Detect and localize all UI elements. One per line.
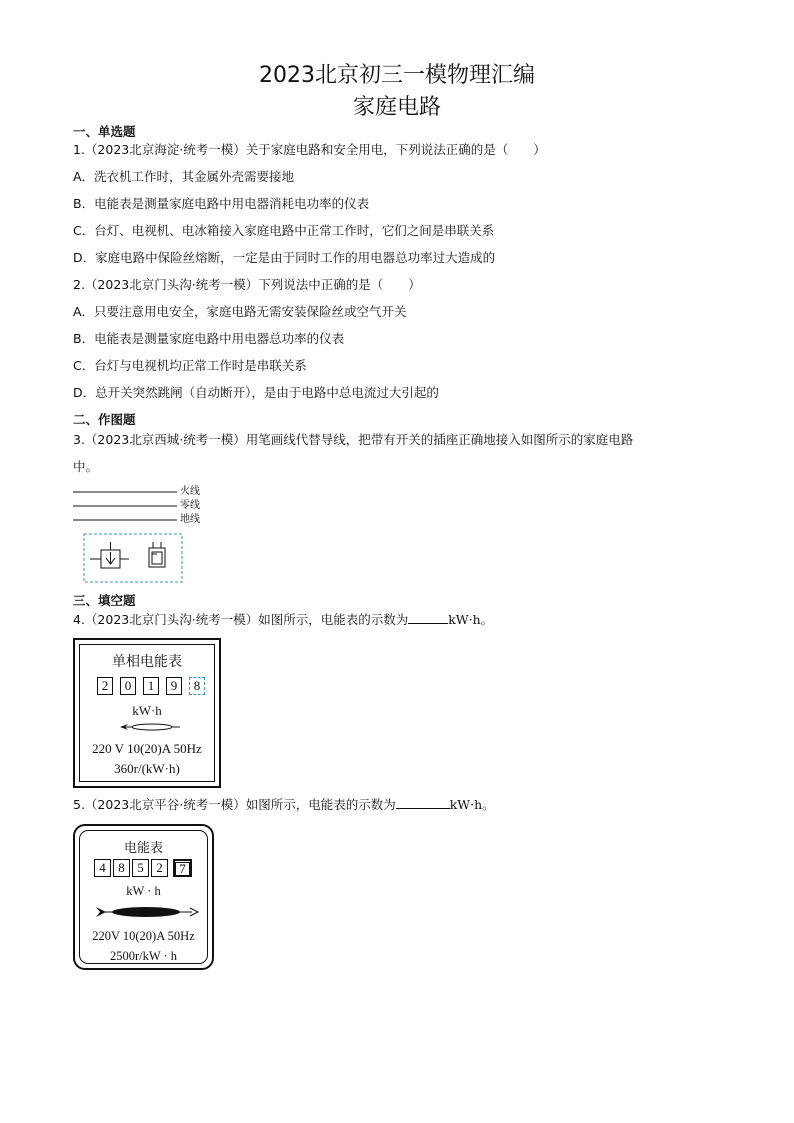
q4-answer-blank[interactable] [408, 612, 448, 624]
switch-icon [90, 542, 129, 568]
q2-option-a: A．只要注意用电安全，家庭电路无需安装保险丝或空气开关 [73, 304, 407, 319]
q4-stem [73, 612, 493, 628]
meter-spec: 220 V 10(20)A 50Hz [92, 741, 202, 756]
meter-unit: kW · h [126, 884, 161, 898]
meter-inner-frame [79, 830, 208, 964]
neutral-wire-label: 零线 [180, 500, 200, 511]
socket-icon [149, 542, 165, 567]
meter-digit: 8 [113, 859, 130, 877]
page-title: 2023北京初三一模物理汇编 [259, 63, 535, 88]
q2-stem: 2.（2023北京门头沟·统考一模）下列说法中正确的是（ ） [73, 277, 421, 292]
meter-inner-frame [79, 644, 215, 782]
meter-digit: 1 [143, 677, 159, 695]
q2-option-b: B．电能表是测量家庭电路中用电器总功率的仪表 [73, 331, 345, 346]
q2-option-c: C．台灯与电视机均正常工作时是串联关系 [73, 358, 307, 373]
energy-meter [73, 824, 214, 970]
meter-title: 单相电能表 [112, 654, 182, 670]
section-heading-drawing: 二、作图题 [73, 412, 136, 427]
meter-digit: 4 [94, 859, 111, 877]
meter-digit: 0 [120, 677, 136, 695]
meter-digit: 9 [166, 677, 182, 695]
meter-decimal-digit [173, 859, 192, 877]
meter-digits [94, 859, 200, 877]
live-wire-label: 火线 [180, 486, 200, 497]
q1-option-a: A．洗衣机工作时，其金属外壳需要接地 [73, 169, 295, 184]
rotating-disc-icon [120, 721, 182, 733]
q1-option-d: D．家庭电路中保险丝熔断，一定是由于同时工作的用电器总功率过大造成的 [73, 250, 496, 265]
q3-stem-line2: 中。 [73, 459, 99, 474]
q5-stem-text: 5.（2023北京平谷·统考一模）如图所示，电能表的示数为 [73, 797, 396, 812]
q5-answer-blank[interactable] [396, 797, 450, 809]
q3-stem-line1: 3.（2023北京西城·统考一模）用笔画线代替导线，把带有开关的插座正确地接入如图所示的家庭电路 [73, 432, 634, 447]
q4-stem-text: 4.（2023北京门头沟·统考一模）如图所示，电能表的示数为 [73, 612, 409, 627]
section-heading-fill-blank: 三、填空题 [73, 593, 136, 608]
meter-decimal-value: 7 [175, 862, 190, 876]
meter-unit: kW·h [132, 703, 162, 718]
q1-option-c: C．台灯、电视机、电冰箱接入家庭电路中正常工作时，它们之间是串联关系 [73, 223, 495, 238]
q1-option-b: B．电能表是测量家庭电路中用电器消耗电功率的仪表 [73, 196, 370, 211]
page-subtitle: 家庭电路 [352, 95, 441, 120]
meter-digits [97, 677, 207, 695]
dashed-outlet-box [84, 534, 182, 582]
q5-unit: kW·h。 [449, 797, 495, 812]
meter-digit: 2 [151, 859, 168, 877]
single-phase-meter [73, 638, 221, 788]
q4-unit: kW·h。 [448, 612, 494, 627]
meter-rate: 2500r/kW · h [109, 949, 178, 963]
ground-wire-label: 地线 [180, 514, 200, 525]
meter-spec: 220V 10(20)A 50Hz [92, 929, 195, 943]
meter-digit: 2 [97, 677, 113, 695]
rotating-disc-icon [94, 905, 200, 919]
q2-option-d: D．总开关突然跳闸（自动断开），是由于电路中总电流过大引起的 [73, 385, 439, 400]
meter-rate: 360r/(kW·h) [114, 761, 180, 776]
q5-stem [73, 797, 495, 813]
meter-digit: 5 [132, 859, 149, 877]
section-heading-single-choice: 一、单选题 [73, 124, 136, 139]
meter-title: 电能表 [123, 841, 163, 856]
q1-stem: 1.（2023北京海淀·统考一模）关于家庭电路和安全用电，下列说法正确的是（ ） [73, 142, 546, 157]
meter-decimal-digit: 8 [189, 677, 205, 695]
